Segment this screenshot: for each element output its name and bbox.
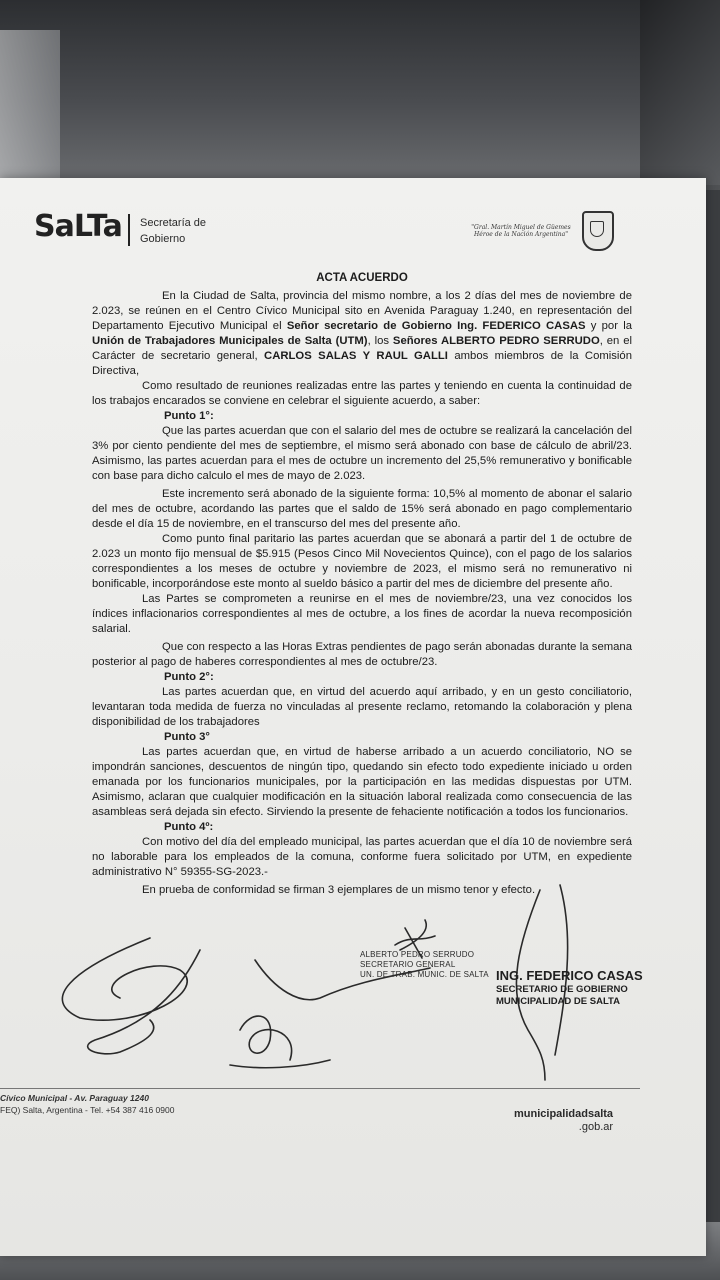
agreement-body: [92, 271, 632, 898]
casas-name: ING. FEDERICO CASAS: [496, 968, 643, 983]
guemes-motto: [466, 224, 576, 238]
intro-members: CARLOS SALAS Y RAUL GALLI: [264, 350, 448, 362]
footer-divider: [0, 1088, 640, 1089]
intro-text-4: , en el Carácter de secretario general,: [92, 335, 632, 362]
serrudo-role-2: UN. DE TRAB. MUNIC. DE SALTA: [360, 970, 489, 979]
salta-logo: SaLTa: [34, 209, 122, 244]
document-title: ACTA ACUERDO: [316, 272, 408, 284]
signature-salas: [62, 938, 200, 1054]
serrudo-name: ALBERTO PEDRO SERRUDO: [360, 950, 475, 959]
intro-text-1: En la Ciudad de Salta, provincia del mismo nombre, a los 2 días del mes de noviembre de 2.023, se reúnen en el Centro Cívico Municipal sito en Avenida Paraguay 1.240, en representación del Departamento Ejecutivo Municipal el: [92, 290, 632, 332]
intro-secretary: Señor secretario de Gobierno Ing. FEDERICO CASAS: [286, 320, 586, 332]
punto-3-paragraph: Las partes acuerdan que, en virtud de haberse arribado a un acuerdo conciliatorio, NO se impondrán sanciones, descuentos de ningún tipo, quedando sin efecto todo expediente iniciado u orden emanada por los funcionarios municipales, por la participación en las medidas dispuestas por UTM. Asimismo, aclaran que cualquier modificación en la situación laboral realizada como consecuencia de las asambleas será dejada sin efecto. Sirviendo la presente de fehaciente notificación a todos los funcionarios.: [92, 746, 632, 818]
department-line-2: Gobierno: [140, 233, 186, 245]
punto-3-heading: Punto 3°: [164, 731, 210, 743]
punto-1-paragraph-5: Que con respecto a las Horas Extras pendientes de pago serán abonadas durante la semana posterior al pago de haberes correspondientes al mes de octubre/23.: [92, 641, 632, 668]
punto-1-paragraph-1: Que las partes acuerdan que con el salario del mes de octubre se realizará la cancelación del 3% por ciento pendiente del mes de septiembre, el mismo será abonado con base de cálculo de abril/23. Asimismo, las partes acuerdan para el mes de octubre un incremento del 25,5% remunerativo y bonificable con base para dicho calculo el mes de mayo de 2.023.: [92, 425, 632, 482]
punto-4-paragraph: Con motivo del día del empleado municipal, las partes acuerdan que el día 10 de noviembre será no laborable para los empleados de la comuna, conforme fuera solicitado por UTM, en expediente administrativo N° 59355-SG-2023.-: [92, 836, 632, 878]
background-wall: [0, 0, 720, 185]
motto-line-1: "Gral. Martín Miguel de Güemes: [471, 224, 571, 231]
footer-address: [0, 1092, 174, 1116]
intro-text-5: ambos miembros de la Comisión Directiva,: [92, 350, 632, 377]
serrudo-role-1: SECRETARIO GENERAL: [360, 960, 456, 969]
footer-address-line-2: FEQ) Salta, Argentina - Tel. +54 387 416 0900: [0, 1105, 175, 1115]
punto-2-heading: Punto 2°:: [164, 671, 214, 683]
logo-divider: [128, 214, 130, 246]
intro-text-3: , los: [367, 335, 393, 347]
result-paragraph: Como resultado de reuniones realizadas entre las partes y teniendo en cuenta la continuidad de los trabajos encarados se conviene en celebrar el siguiente acuerdo, a saber:: [92, 380, 632, 407]
intro-paragraph: [92, 289, 632, 379]
motto-line-2: Héroe de la Nación Argentina": [474, 231, 568, 238]
punto-1-heading: Punto 1°:: [164, 410, 214, 422]
intro-serrudo: Señores ALBERTO PEDRO SERRUDO: [392, 335, 600, 347]
closing-paragraph: En prueba de conformidad se firman 3 ejemplares de un mismo tenor y efecto.: [142, 884, 536, 896]
background-beam: [640, 0, 720, 190]
municipal-crest-icon: [582, 211, 614, 251]
department-line-1: Secretaría de: [140, 217, 207, 229]
casas-signature-label: [496, 968, 643, 1008]
punto-4-heading: Punto 4º:: [164, 821, 214, 833]
punto-1-paragraph-2: Este incremento será abonado de la siguiente forma: 10,5% al momento de abonar el salario del mes de octubre, acordando las partes que el saldo de 15% será abonado en pago complementario desde el día 15 de noviembre, en el transcurso del mes del presente año.: [92, 488, 632, 530]
department-label: [140, 215, 206, 247]
intro-union: Unión de Trabajadores Municipales de Salta (UTM): [92, 335, 368, 347]
footer-brand: [514, 1108, 613, 1134]
footer-address-line-1: Cívico Municipal - Av. Paraguay 1240: [0, 1093, 149, 1103]
punto-1-paragraph-4: Las Partes se comprometen a reunirse en el mes de noviembre/23, una vez conocidos los índices inflacionarios correspondientes al mes de octubre, a los fines de acordar la nueva recomposición salarial.: [92, 593, 632, 635]
background-window: [0, 30, 60, 180]
signature-galli: [230, 1016, 330, 1068]
serrudo-signature-label: [360, 950, 489, 980]
intro-text-2: y por la: [585, 320, 632, 332]
punto-2-paragraph: Las partes acuerdan que, en virtud del acuerdo aquí arribado, y en un gesto conciliatorio, levantaran toda medida de fuerza no vinculadas al presente reclamo, retomando la colaboración y plena disponibilidad de los trabajadores: [92, 686, 632, 728]
punto-1-paragraph-3: Como punto final paritario las partes acuerdan que se abonará a partir del 1 de octubre de 2.023 un monto fijo mensual de $5.915 (Pesos Cinco Mil Novecientos Quince), con el pago de los salarios correspondientes a los meses de octubre y noviembre de 2023, el mismo será no remunerativo ni bonificable, incorporándose este monto al sueldo básico a partir del mes de diciembre del presente año.: [92, 533, 632, 590]
footer-brand-domain: .gob.ar: [578, 1121, 614, 1133]
footer-brand-name: municipalidadsalta: [514, 1108, 614, 1120]
casas-role-2: MUNICIPALIDAD DE SALTA: [496, 996, 621, 1007]
casas-role-1: SECRETARIO DE GOBIERNO: [496, 984, 628, 995]
